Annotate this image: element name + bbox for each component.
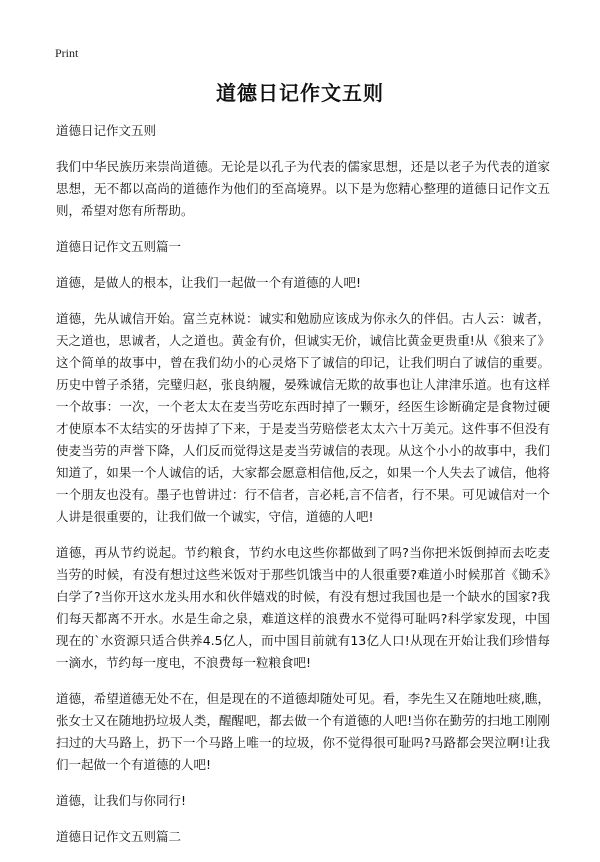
section-title-2: 道德日记作文五则篇二 bbox=[56, 829, 182, 844]
paragraph-closing: 道德，让我们与你同行! bbox=[56, 793, 187, 808]
article-body bbox=[56, 120, 550, 862]
print-link[interactable]: Print bbox=[55, 46, 79, 60]
paragraph-morality: 道德，希望道德无处不在，但是现在的不道德却随处可见。看，李先生又在随地吐痰,瞧，张女士又在随地扔垃圾人类，醒醒吧，都去做一个有道德的人吧!当你在勤劳的扫地工刚刚扫过的大马路上，扔下一个马路上唯一的垃圾，你不觉得很可耻吗?马路都会哭泣啊!让我们一起做一个有道德的人吧! bbox=[56, 691, 550, 772]
section-title-1: 道德日记作文五则篇一 bbox=[56, 239, 182, 254]
paragraph-thrift: 道德，再从节约说起。节约粮食，节约水电这些你都做到了吗?当你把米饭倒掉而去吃麦当劳的时候，有没有想过这些米饭对于那些饥饿当中的人很重要?难道小时候那首《锄禾》白学了?当你开这水龙头用水和伙伴嬉戏的时候，有没有想过我国也是一个缺水的国家?我们每天都离不开水。水是生命之泉，难道这样的浪费水不觉得可耻吗?科学家发现，中国现在的`水资源只适合供养4.5亿人，而中国目前就有13亿人口!从现在开始让我们珍惜每一滴水，节约每一度电，不浪费每一粒粮食吧! bbox=[56, 545, 550, 670]
article-subtitle: 道德日记作文五则 bbox=[56, 123, 157, 138]
paragraph-1: 道德，是做人的根本，让我们一起做一个有道德的人吧! bbox=[56, 275, 362, 290]
page-title: 道德日记作文五则 bbox=[216, 81, 384, 105]
paragraph-honesty: 道德，先从诚信开始。富兰克林说：诚实和勉励应该成为你永久的伴侣。古人云：诚者，天之道也，思诚者，人之道也。黄金有价，但诚实无价，诚信比黄金更贵重!从《狼来了》这个简单的故事中，曾在我们幼小的心灵烙下了诚信的印记，让我们明白了诚信的重要。历史中曾子杀猪，完璧归赵，张良纳履，晏殊诚信无欺的故事也让人津津乐道。也有这样一个故事：一次，一个老太太在麦当劳吃东西时掉了一颗牙，经医生诊断确定是食物过硬才使原本不太结实的牙齿掉了下来，于是麦当劳赔偿老太太六十万美元。这件事不但没有使麦当劳的声誉下降，人们反而觉得这是麦当劳诚信的表现。从这个小小的故事中，我们知道了，如果一个人诚信的话，大家都会愿意相信他,反之，如果一个人失去了诚信，他将一个朋友也没有。墨子也曾讲过：行不信者，言必耗,言不信者，行不果。可见诚信对一个人讲是很重要的，让我们做一个诚实，守信，道德的人吧! bbox=[56, 311, 550, 524]
intro-paragraph: 我们中华民族历来崇尚道德。无论是以孔子为代表的儒家思想，还是以老子为代表的道家思想，无不都以高尚的道德作为他们的至高境界。以下是为您精心整理的道德日记作文五则，希望对您有所帮助。 bbox=[56, 159, 550, 218]
